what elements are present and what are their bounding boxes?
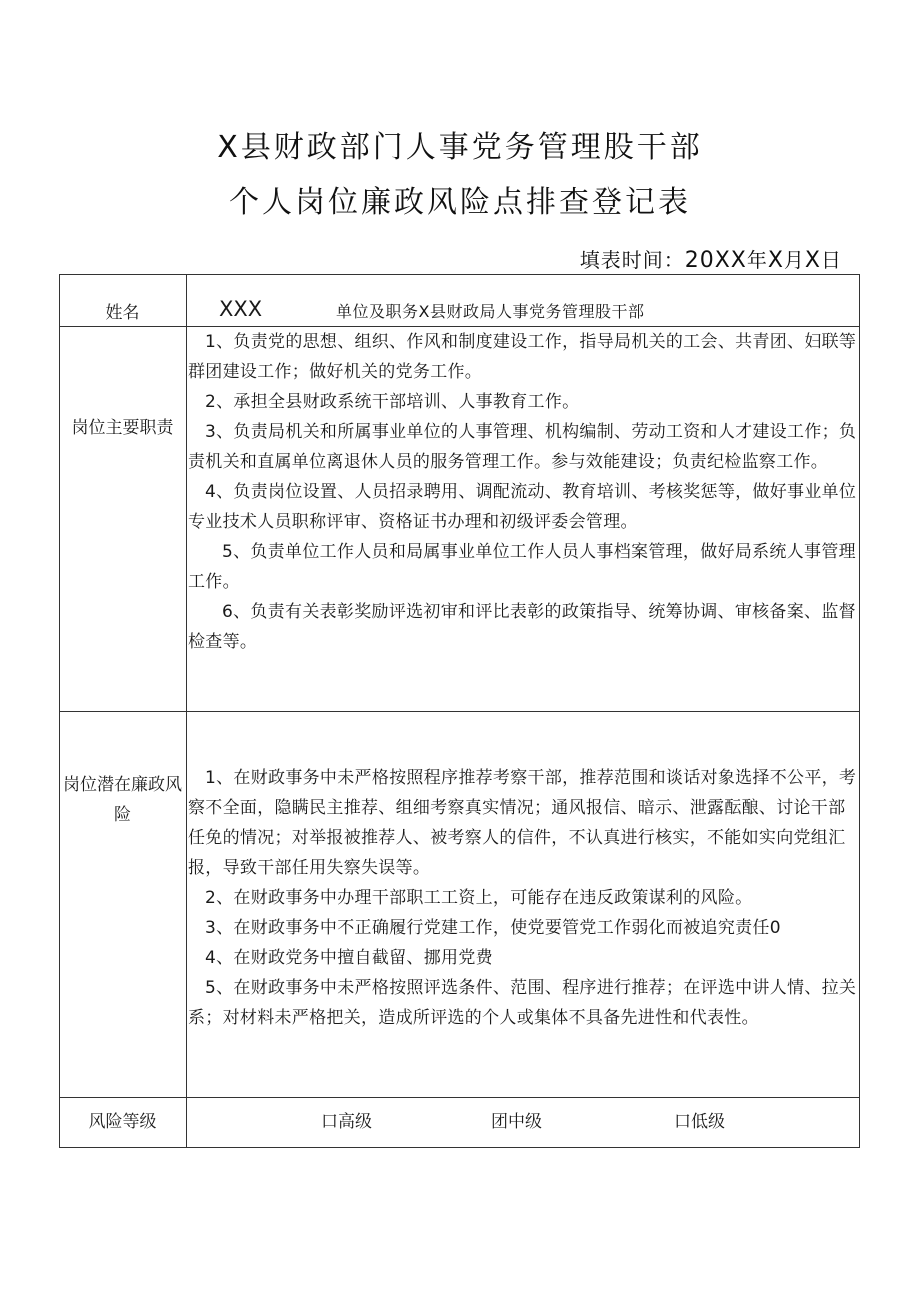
table-border-left (59, 274, 60, 1148)
fill-time-month: X (767, 248, 784, 273)
duty-item: 4、负责岗位设置、人员招录聘用、调配流动、教育培训、考核奖惩等，做好事业单位专业技术人员职称评审、资格证书办理和初级评委会管理。 (188, 482, 857, 532)
fill-date (580, 244, 842, 273)
fill-time-label: 填表时间： (579, 248, 685, 272)
duty-item: 1、负责党的思想、组织、作风和制度建设工作，指导局机关的工会、共青团、妇联等群团建设工作；做好机关的党务工作。 (188, 332, 857, 382)
duty-item: 2、承担全县财政系统干部培训、人事教育工作。 (205, 392, 580, 412)
risk-level-high-option[interactable]: 口高级 (321, 1112, 372, 1132)
fill-time-year: 20XX (684, 248, 747, 273)
fill-time-day-unit: 日 (821, 248, 842, 272)
risk-item: 5、在财政事务中未严格按照评选条件、范围、程序进行推荐；在评选中讲人情、拉关系；对材料未严格把关，造成所评选的个人或集体不具备先进性和代表性。 (188, 978, 857, 1028)
fill-time-year-unit: 年 (746, 248, 768, 272)
risks-label: 岗位潜在廉政风险 (63, 775, 182, 825)
table-border-top (59, 274, 860, 275)
duty-item: 3、负责局机关和所属事业单位的人事管理、机构编制、劳动工资和人才建设工作；负责机关和直属单位离退休人员的服务管理工作。参与效能建设；负责纪检监察工作。 (188, 422, 857, 472)
risk-level-low-option[interactable]: 口低级 (674, 1112, 725, 1132)
duty-item: 6、负责有关表彰奖励评选初审和评比表彰的政策指导、统筹协调、审核备案、监督检查等。 (188, 602, 856, 652)
duty-item: 5、负责单位工作人员和局属事业单位工作人员人事档案管理，做好局系统人事管理工作。 (188, 542, 856, 592)
duties-content (188, 327, 857, 657)
fill-time-month-unit: 月 (783, 248, 805, 272)
duties-label: 岗位主要职责 (71, 418, 174, 438)
table-border-right (859, 274, 860, 1148)
table-border-bottom (59, 1147, 860, 1148)
document-title-line1: X县财政部门人事党务管理股干部 (217, 130, 703, 165)
table-column-divider (186, 274, 187, 1148)
risk-item: 4、在财政党务中擅自截留、挪用党费 (205, 948, 493, 968)
table-row-divider (59, 711, 860, 712)
risk-item: 1、在财政事务中未严格按照程序推荐考察干部，推荐范围和谈话对象选择不公平，考察不全面，隐瞒民主推荐、组细考察真实情况；通风报信、暗示、泄露酝酿、讨论干部任免的情况；对举报被推荐人、被考察人的信件，不认真进行核实，不能如实向党组汇报，导致干部任用失察失误等。 (188, 768, 857, 878)
name-label: 姓名 (105, 303, 140, 323)
risk-item: 2、在财政事务中办理干部职工工资上，可能存在违反政策谋利的风险。 (205, 888, 753, 908)
name-value: XXX (219, 297, 263, 321)
risk-level-label: 风险等级 (88, 1112, 157, 1132)
unit-position-value: 单位及职务X县财政局人事党务管理股干部 (336, 302, 645, 321)
risk-item: 3、在财政事务中不正确履行党建工作，使党要管党工作弱化而被追究责任0 (205, 918, 781, 938)
register-form-table (59, 274, 860, 1148)
risk-level-medium-option[interactable]: 团中级 (491, 1112, 542, 1132)
document-title-line2: 个人岗位廉政风险点排查登记表 (229, 185, 691, 220)
fill-time-day: X (804, 248, 821, 273)
risks-content (188, 763, 857, 1033)
